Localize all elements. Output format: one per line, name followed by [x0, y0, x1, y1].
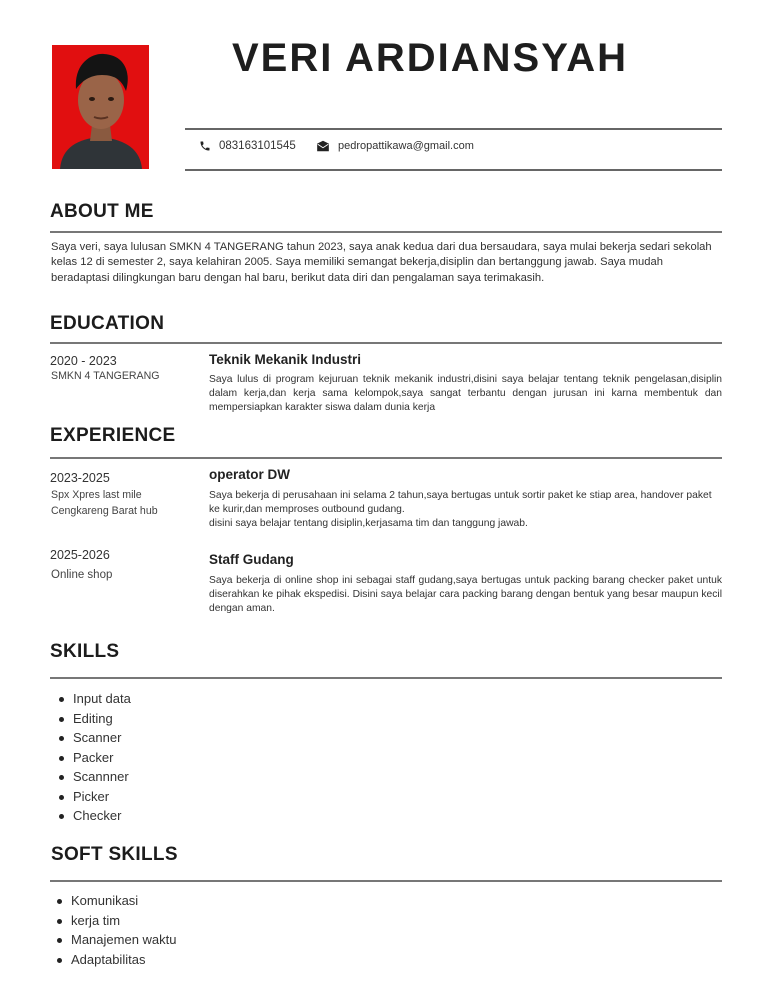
list-item: Komunikasi [49, 891, 177, 911]
person-portrait [52, 45, 149, 169]
experience-description-2: Saya bekerja di online shop ini sebagai staff gudang,saya bertugas untuk packing barang checker paket untuk diserahkan ke pihak ekspedisi. Disini saya belajar cara packing barang dengan bentuk yang besar maupun kecil dengan aman. [209, 575, 722, 615]
email-address: pedropattikawa@gmail.com [338, 140, 474, 152]
education-school: SMKN 4 TANGERANG [51, 370, 160, 382]
header-divider-bottom [185, 169, 722, 171]
soft-skills-heading: SOFT SKILLS [51, 844, 178, 865]
experience-role-1: operator DW [209, 467, 290, 482]
list-item: Adaptabilitas [49, 950, 177, 970]
contact-email [316, 137, 474, 155]
list-item: Picker [51, 787, 131, 807]
profile-photo [52, 45, 149, 169]
education-description: Saya lulus di program kejuruan teknik mekanik industri,disini saya belajar tentang teknik pengelasan,disiplin dalam kerja,dan kerja sama kelompok,saya sangat terbantu dengan jurusan ini karna membentuk dan mempersiapkan karakter siswa dalam dunia kerja [209, 374, 722, 414]
experience-company-1b: Cengkareng Barat hub [51, 505, 158, 517]
envelope-icon [316, 140, 330, 152]
soft-skills-divider [50, 880, 722, 882]
experience-role-2: Staff Gudang [209, 552, 294, 567]
experience-description-1a: Saya bekerja di perusahaan ini selama 2 tahun,saya bertugas untuk sortir paket ke stiap area, handover paket ke kurir,dan memproses outbound gudang. [209, 490, 712, 516]
soft-skills-list [49, 891, 177, 969]
phone-number: 083163101545 [219, 140, 296, 152]
contact-phone [199, 137, 296, 155]
list-item: Scannner [51, 767, 131, 787]
education-major: Teknik Mekanik Industri [209, 352, 362, 367]
header-divider-top [185, 128, 722, 130]
education-divider [50, 342, 722, 344]
skills-heading: SKILLS [50, 641, 120, 662]
about-text: Saya veri, saya lulusan SMKN 4 TANGERANG tahun 2023, saya anak kedua dari dua bersaudara, saya mulai bekerja sedari sekolah kelas 12 di semester 2, saya kelahiran 2005. Saya memiliki semangat bekerja,disiplin dan bertanggung jawab. Saya mudah beradaptasi dilingkungan baru dengan hal baru, berikut data diri dan pengalaman saya terimakasih. [51, 241, 712, 284]
candidate-name: VERI ARDIANSYAH [232, 36, 628, 80]
education-heading: EDUCATION [50, 313, 165, 334]
list-item: Editing [51, 709, 131, 729]
experience-company-2: Online shop [51, 569, 113, 581]
list-item: Checker [51, 806, 131, 826]
list-item: Input data [51, 689, 131, 709]
list-item: Manajemen waktu [49, 930, 177, 950]
experience-description-1b: disini saya belajar tentang disiplin,kerjasama tim dan tanggung jawab. [209, 518, 528, 530]
about-heading: ABOUT ME [50, 201, 154, 222]
experience-heading: EXPERIENCE [50, 425, 176, 446]
experience-description-1 [209, 489, 722, 532]
experience-company-1a: Spx Xpres last mile [51, 489, 142, 501]
list-item: Scanner [51, 728, 131, 748]
list-item: Packer [51, 748, 131, 768]
experience-period-1: 2023-2025 [50, 471, 110, 485]
experience-divider [50, 457, 722, 459]
skills-list [51, 689, 131, 826]
about-divider [50, 231, 722, 233]
skills-divider [50, 677, 722, 679]
experience-period-2: 2025-2026 [50, 548, 110, 562]
list-item: kerja tim [49, 911, 177, 931]
education-period: 2020 - 2023 [50, 354, 117, 368]
phone-icon [199, 139, 211, 153]
